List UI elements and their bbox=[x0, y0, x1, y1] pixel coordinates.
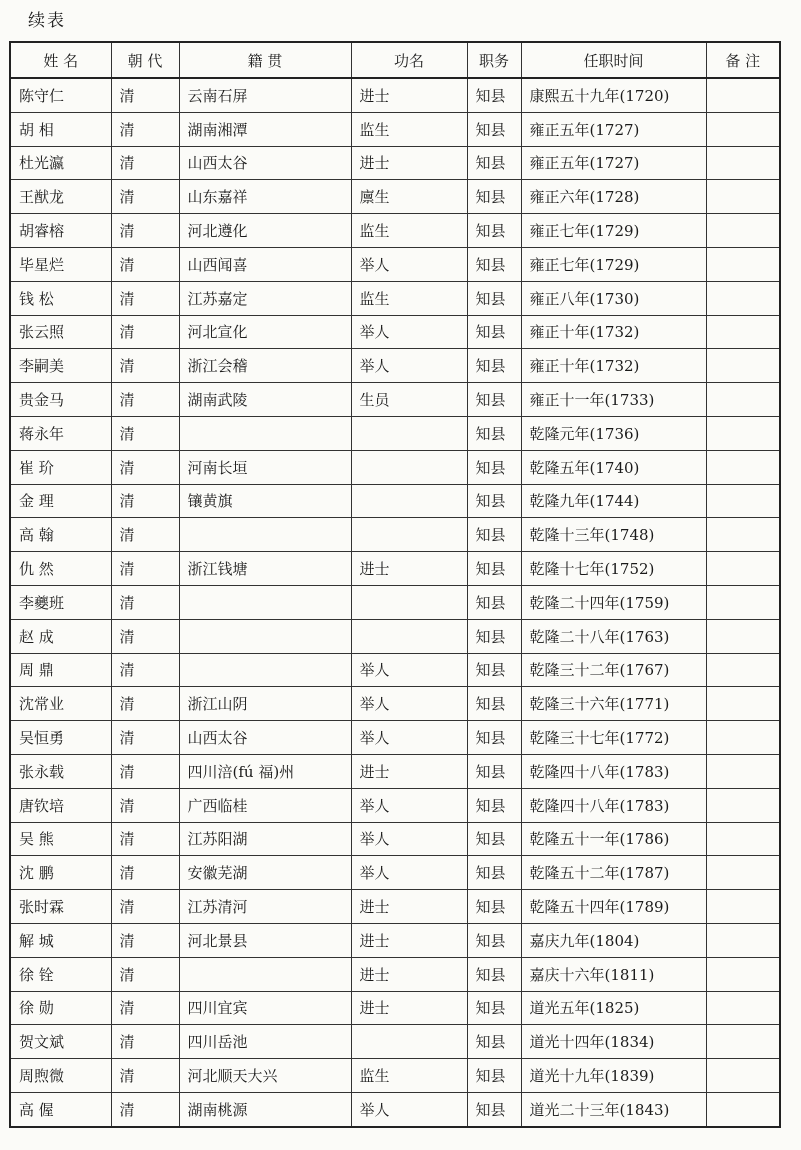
cell-time: 乾隆九年(1744) bbox=[521, 484, 706, 518]
cell-origin: 浙江山阴 bbox=[179, 687, 351, 721]
cell-name: 沈 鹏 bbox=[10, 856, 111, 890]
cell-origin: 江苏清河 bbox=[179, 890, 351, 924]
cell-name: 沈常业 bbox=[10, 687, 111, 721]
cell-dynasty: 清 bbox=[111, 653, 179, 687]
cell-office: 知县 bbox=[467, 991, 521, 1025]
cell-time: 乾隆五十二年(1787) bbox=[521, 856, 706, 890]
cell-office: 知县 bbox=[467, 416, 521, 450]
cell-origin: 河北宣化 bbox=[179, 315, 351, 349]
cell-origin: 四川岳池 bbox=[179, 1025, 351, 1059]
cell-name: 贵金马 bbox=[10, 383, 111, 417]
table-row bbox=[10, 1092, 780, 1126]
cell-name: 高 偓 bbox=[10, 1092, 111, 1126]
cell-origin: 湖南武陵 bbox=[179, 383, 351, 417]
cell-dynasty: 清 bbox=[111, 1059, 179, 1093]
cell-origin: 江苏阳湖 bbox=[179, 822, 351, 856]
cell-rank bbox=[351, 1025, 467, 1059]
cell-note bbox=[706, 890, 780, 924]
header-note: 备 注 bbox=[706, 42, 780, 78]
cell-office: 知县 bbox=[467, 1092, 521, 1126]
cell-note bbox=[706, 416, 780, 450]
cell-time: 雍正七年(1729) bbox=[521, 247, 706, 281]
cell-rank: 举人 bbox=[351, 822, 467, 856]
cell-office: 知县 bbox=[467, 247, 521, 281]
cell-time: 乾隆四十八年(1783) bbox=[521, 754, 706, 788]
cell-name: 杜光瀛 bbox=[10, 146, 111, 180]
cell-origin: 山西太谷 bbox=[179, 721, 351, 755]
cell-origin: 镶黄旗 bbox=[179, 484, 351, 518]
cell-note bbox=[706, 552, 780, 586]
cell-dynasty: 清 bbox=[111, 822, 179, 856]
cell-office: 知县 bbox=[467, 923, 521, 957]
cell-dynasty: 清 bbox=[111, 180, 179, 214]
cell-office: 知县 bbox=[467, 653, 521, 687]
cell-office: 知县 bbox=[467, 585, 521, 619]
cell-dynasty: 清 bbox=[111, 552, 179, 586]
cell-dynasty: 清 bbox=[111, 619, 179, 653]
cell-name: 解 城 bbox=[10, 923, 111, 957]
cell-note bbox=[706, 585, 780, 619]
cell-origin bbox=[179, 957, 351, 991]
cell-time: 雍正五年(1727) bbox=[521, 146, 706, 180]
cell-name: 毕星烂 bbox=[10, 247, 111, 281]
cell-dynasty: 清 bbox=[111, 721, 179, 755]
table-row bbox=[10, 991, 780, 1025]
cell-origin: 河北遵化 bbox=[179, 214, 351, 248]
cell-dynasty: 清 bbox=[111, 991, 179, 1025]
cell-name: 吴 熊 bbox=[10, 822, 111, 856]
cell-note bbox=[706, 687, 780, 721]
cell-rank: 进士 bbox=[351, 890, 467, 924]
header-dynasty: 朝 代 bbox=[111, 42, 179, 78]
table-row bbox=[10, 247, 780, 281]
cell-office: 知县 bbox=[467, 1025, 521, 1059]
cell-note bbox=[706, 518, 780, 552]
cell-office: 知县 bbox=[467, 822, 521, 856]
cell-time: 乾隆十三年(1748) bbox=[521, 518, 706, 552]
cell-origin: 湖南湘潭 bbox=[179, 112, 351, 146]
cell-dynasty: 清 bbox=[111, 1025, 179, 1059]
cell-office: 知县 bbox=[467, 552, 521, 586]
table-caption: 续表 bbox=[28, 11, 66, 31]
table-row bbox=[10, 450, 780, 484]
cell-time: 乾隆三十六年(1771) bbox=[521, 687, 706, 721]
cell-note bbox=[706, 146, 780, 180]
cell-origin: 浙江会稽 bbox=[179, 349, 351, 383]
table-row bbox=[10, 890, 780, 924]
table-row bbox=[10, 788, 780, 822]
table-row bbox=[10, 281, 780, 315]
cell-office: 知县 bbox=[467, 315, 521, 349]
cell-note bbox=[706, 957, 780, 991]
cell-dynasty: 清 bbox=[111, 957, 179, 991]
cell-origin bbox=[179, 653, 351, 687]
table-row bbox=[10, 518, 780, 552]
table-row bbox=[10, 484, 780, 518]
cell-office: 知县 bbox=[467, 856, 521, 890]
cell-dynasty: 清 bbox=[111, 146, 179, 180]
cell-dynasty: 清 bbox=[111, 585, 179, 619]
cell-office: 知县 bbox=[467, 518, 521, 552]
cell-origin: 河北顺天大兴 bbox=[179, 1059, 351, 1093]
cell-time: 乾隆四十八年(1783) bbox=[521, 788, 706, 822]
cell-office: 知县 bbox=[467, 78, 521, 112]
cell-note bbox=[706, 822, 780, 856]
cell-time: 乾隆三十七年(1772) bbox=[521, 721, 706, 755]
cell-note bbox=[706, 180, 780, 214]
cell-origin: 四川涪(fú 福)州 bbox=[179, 754, 351, 788]
cell-time: 乾隆五年(1740) bbox=[521, 450, 706, 484]
cell-origin: 广西临桂 bbox=[179, 788, 351, 822]
cell-origin bbox=[179, 416, 351, 450]
cell-name: 胡睿榕 bbox=[10, 214, 111, 248]
cell-time: 乾隆二十四年(1759) bbox=[521, 585, 706, 619]
cell-note bbox=[706, 450, 780, 484]
cell-name: 蒋永年 bbox=[10, 416, 111, 450]
cell-dynasty: 清 bbox=[111, 890, 179, 924]
table-row bbox=[10, 1059, 780, 1093]
cell-name: 唐钦培 bbox=[10, 788, 111, 822]
cell-dynasty: 清 bbox=[111, 923, 179, 957]
cell-name: 金 理 bbox=[10, 484, 111, 518]
cell-time: 雍正八年(1730) bbox=[521, 281, 706, 315]
header-name: 姓 名 bbox=[10, 42, 111, 78]
cell-dynasty: 清 bbox=[111, 484, 179, 518]
cell-dynasty: 清 bbox=[111, 247, 179, 281]
cell-office: 知县 bbox=[467, 180, 521, 214]
cell-office: 知县 bbox=[467, 146, 521, 180]
cell-rank bbox=[351, 518, 467, 552]
cell-rank bbox=[351, 450, 467, 484]
cell-note bbox=[706, 1092, 780, 1126]
cell-name: 钱 松 bbox=[10, 281, 111, 315]
cell-name: 徐 勋 bbox=[10, 991, 111, 1025]
cell-office: 知县 bbox=[467, 721, 521, 755]
cell-note bbox=[706, 78, 780, 112]
cell-time: 雍正五年(1727) bbox=[521, 112, 706, 146]
cell-rank: 进士 bbox=[351, 957, 467, 991]
cell-rank: 进士 bbox=[351, 754, 467, 788]
cell-time: 道光五年(1825) bbox=[521, 991, 706, 1025]
cell-name: 周 鼎 bbox=[10, 653, 111, 687]
cell-rank: 监生 bbox=[351, 281, 467, 315]
cell-note bbox=[706, 247, 780, 281]
cell-name: 张永载 bbox=[10, 754, 111, 788]
cell-dynasty: 清 bbox=[111, 349, 179, 383]
cell-note bbox=[706, 653, 780, 687]
cell-name: 李夔班 bbox=[10, 585, 111, 619]
cell-office: 知县 bbox=[467, 619, 521, 653]
table-row bbox=[10, 416, 780, 450]
cell-rank: 廪生 bbox=[351, 180, 467, 214]
cell-rank: 监生 bbox=[351, 112, 467, 146]
cell-note bbox=[706, 484, 780, 518]
cell-dynasty: 清 bbox=[111, 450, 179, 484]
cell-origin: 浙江钱塘 bbox=[179, 552, 351, 586]
cell-office: 知县 bbox=[467, 788, 521, 822]
cell-origin: 云南石屏 bbox=[179, 78, 351, 112]
cell-rank: 进士 bbox=[351, 991, 467, 1025]
cell-dynasty: 清 bbox=[111, 112, 179, 146]
cell-dynasty: 清 bbox=[111, 214, 179, 248]
cell-rank: 生员 bbox=[351, 383, 467, 417]
cell-note bbox=[706, 991, 780, 1025]
cell-rank: 举人 bbox=[351, 687, 467, 721]
cell-rank: 举人 bbox=[351, 1092, 467, 1126]
cell-time: 雍正六年(1728) bbox=[521, 180, 706, 214]
header-origin: 籍 贯 bbox=[179, 42, 351, 78]
cell-name: 徐 铨 bbox=[10, 957, 111, 991]
cell-note bbox=[706, 754, 780, 788]
table-row bbox=[10, 146, 780, 180]
cell-dynasty: 清 bbox=[111, 518, 179, 552]
cell-rank: 举人 bbox=[351, 721, 467, 755]
cell-origin bbox=[179, 518, 351, 552]
cell-time: 乾隆三十二年(1767) bbox=[521, 653, 706, 687]
cell-name: 赵 成 bbox=[10, 619, 111, 653]
header-rank: 功名 bbox=[351, 42, 467, 78]
cell-rank: 举人 bbox=[351, 856, 467, 890]
cell-time: 乾隆二十八年(1763) bbox=[521, 619, 706, 653]
cell-name: 高 翰 bbox=[10, 518, 111, 552]
cell-dynasty: 清 bbox=[111, 1092, 179, 1126]
cell-note bbox=[706, 383, 780, 417]
cell-office: 知县 bbox=[467, 484, 521, 518]
cell-rank: 进士 bbox=[351, 78, 467, 112]
table-row bbox=[10, 349, 780, 383]
table-row bbox=[10, 180, 780, 214]
cell-office: 知县 bbox=[467, 754, 521, 788]
table-row bbox=[10, 585, 780, 619]
cell-rank: 进士 bbox=[351, 146, 467, 180]
cell-time: 雍正十年(1732) bbox=[521, 315, 706, 349]
cell-origin: 湖南桃源 bbox=[179, 1092, 351, 1126]
cell-note bbox=[706, 788, 780, 822]
cell-name: 崔 玠 bbox=[10, 450, 111, 484]
cell-office: 知县 bbox=[467, 957, 521, 991]
cell-rank: 举人 bbox=[351, 349, 467, 383]
table-row bbox=[10, 856, 780, 890]
cell-dynasty: 清 bbox=[111, 281, 179, 315]
cell-office: 知县 bbox=[467, 687, 521, 721]
cell-note bbox=[706, 214, 780, 248]
cell-time: 乾隆十七年(1752) bbox=[521, 552, 706, 586]
cell-rank: 监生 bbox=[351, 1059, 467, 1093]
cell-note bbox=[706, 281, 780, 315]
cell-name: 吴恒勇 bbox=[10, 721, 111, 755]
cell-rank: 举人 bbox=[351, 653, 467, 687]
table-row bbox=[10, 923, 780, 957]
cell-name: 胡 相 bbox=[10, 112, 111, 146]
cell-origin: 山东嘉祥 bbox=[179, 180, 351, 214]
header-office: 职务 bbox=[467, 42, 521, 78]
cell-note bbox=[706, 856, 780, 890]
cell-dynasty: 清 bbox=[111, 315, 179, 349]
cell-time: 雍正十年(1732) bbox=[521, 349, 706, 383]
table-row bbox=[10, 721, 780, 755]
cell-time: 嘉庆九年(1804) bbox=[521, 923, 706, 957]
cell-dynasty: 清 bbox=[111, 416, 179, 450]
cell-origin: 河南长垣 bbox=[179, 450, 351, 484]
table-body bbox=[10, 78, 780, 1127]
cell-time: 乾隆五十一年(1786) bbox=[521, 822, 706, 856]
cell-note bbox=[706, 315, 780, 349]
cell-office: 知县 bbox=[467, 349, 521, 383]
cell-time: 道光二十三年(1843) bbox=[521, 1092, 706, 1126]
cell-time: 雍正十一年(1733) bbox=[521, 383, 706, 417]
cell-name: 陈守仁 bbox=[10, 78, 111, 112]
cell-rank bbox=[351, 416, 467, 450]
cell-name: 王猷龙 bbox=[10, 180, 111, 214]
table-row bbox=[10, 754, 780, 788]
cell-office: 知县 bbox=[467, 450, 521, 484]
table-row bbox=[10, 552, 780, 586]
cell-dynasty: 清 bbox=[111, 856, 179, 890]
table-row bbox=[10, 619, 780, 653]
cell-dynasty: 清 bbox=[111, 754, 179, 788]
table-row bbox=[10, 383, 780, 417]
table-row bbox=[10, 112, 780, 146]
table-row bbox=[10, 957, 780, 991]
cell-office: 知县 bbox=[467, 112, 521, 146]
cell-rank: 举人 bbox=[351, 247, 467, 281]
cell-name: 李嗣美 bbox=[10, 349, 111, 383]
cell-origin: 山西太谷 bbox=[179, 146, 351, 180]
cell-note bbox=[706, 619, 780, 653]
cell-name: 周煦微 bbox=[10, 1059, 111, 1093]
cell-name: 张时霖 bbox=[10, 890, 111, 924]
cell-name: 张云照 bbox=[10, 315, 111, 349]
officials-table bbox=[9, 41, 781, 1128]
cell-office: 知县 bbox=[467, 1059, 521, 1093]
cell-note bbox=[706, 721, 780, 755]
cell-dynasty: 清 bbox=[111, 78, 179, 112]
cell-rank: 举人 bbox=[351, 788, 467, 822]
cell-note bbox=[706, 923, 780, 957]
cell-time: 道光十九年(1839) bbox=[521, 1059, 706, 1093]
cell-origin: 四川宜宾 bbox=[179, 991, 351, 1025]
cell-origin bbox=[179, 585, 351, 619]
cell-rank: 进士 bbox=[351, 923, 467, 957]
cell-dynasty: 清 bbox=[111, 788, 179, 822]
cell-note bbox=[706, 112, 780, 146]
cell-name: 贺文斌 bbox=[10, 1025, 111, 1059]
cell-office: 知县 bbox=[467, 890, 521, 924]
cell-time: 嘉庆十六年(1811) bbox=[521, 957, 706, 991]
cell-time: 乾隆元年(1736) bbox=[521, 416, 706, 450]
table-row bbox=[10, 687, 780, 721]
cell-name: 仇 然 bbox=[10, 552, 111, 586]
cell-time: 道光十四年(1834) bbox=[521, 1025, 706, 1059]
header-row bbox=[10, 42, 780, 78]
cell-office: 知县 bbox=[467, 214, 521, 248]
cell-dynasty: 清 bbox=[111, 687, 179, 721]
table-row bbox=[10, 1025, 780, 1059]
cell-origin: 江苏嘉定 bbox=[179, 281, 351, 315]
cell-office: 知县 bbox=[467, 281, 521, 315]
cell-time: 雍正七年(1729) bbox=[521, 214, 706, 248]
cell-rank: 监生 bbox=[351, 214, 467, 248]
cell-rank: 举人 bbox=[351, 315, 467, 349]
cell-origin: 河北景县 bbox=[179, 923, 351, 957]
cell-dynasty: 清 bbox=[111, 383, 179, 417]
table-row bbox=[10, 214, 780, 248]
cell-origin: 山西闻喜 bbox=[179, 247, 351, 281]
table-row bbox=[10, 78, 780, 112]
table-row bbox=[10, 653, 780, 687]
cell-rank bbox=[351, 585, 467, 619]
cell-rank: 进士 bbox=[351, 552, 467, 586]
cell-note bbox=[706, 1025, 780, 1059]
table-row bbox=[10, 315, 780, 349]
table-row bbox=[10, 822, 780, 856]
cell-rank bbox=[351, 484, 467, 518]
cell-note bbox=[706, 349, 780, 383]
cell-time: 乾隆五十四年(1789) bbox=[521, 890, 706, 924]
cell-origin: 安徽芜湖 bbox=[179, 856, 351, 890]
cell-note bbox=[706, 1059, 780, 1093]
cell-time: 康熙五十九年(1720) bbox=[521, 78, 706, 112]
cell-origin bbox=[179, 619, 351, 653]
header-time: 任职时间 bbox=[521, 42, 706, 78]
cell-office: 知县 bbox=[467, 383, 521, 417]
cell-rank bbox=[351, 619, 467, 653]
